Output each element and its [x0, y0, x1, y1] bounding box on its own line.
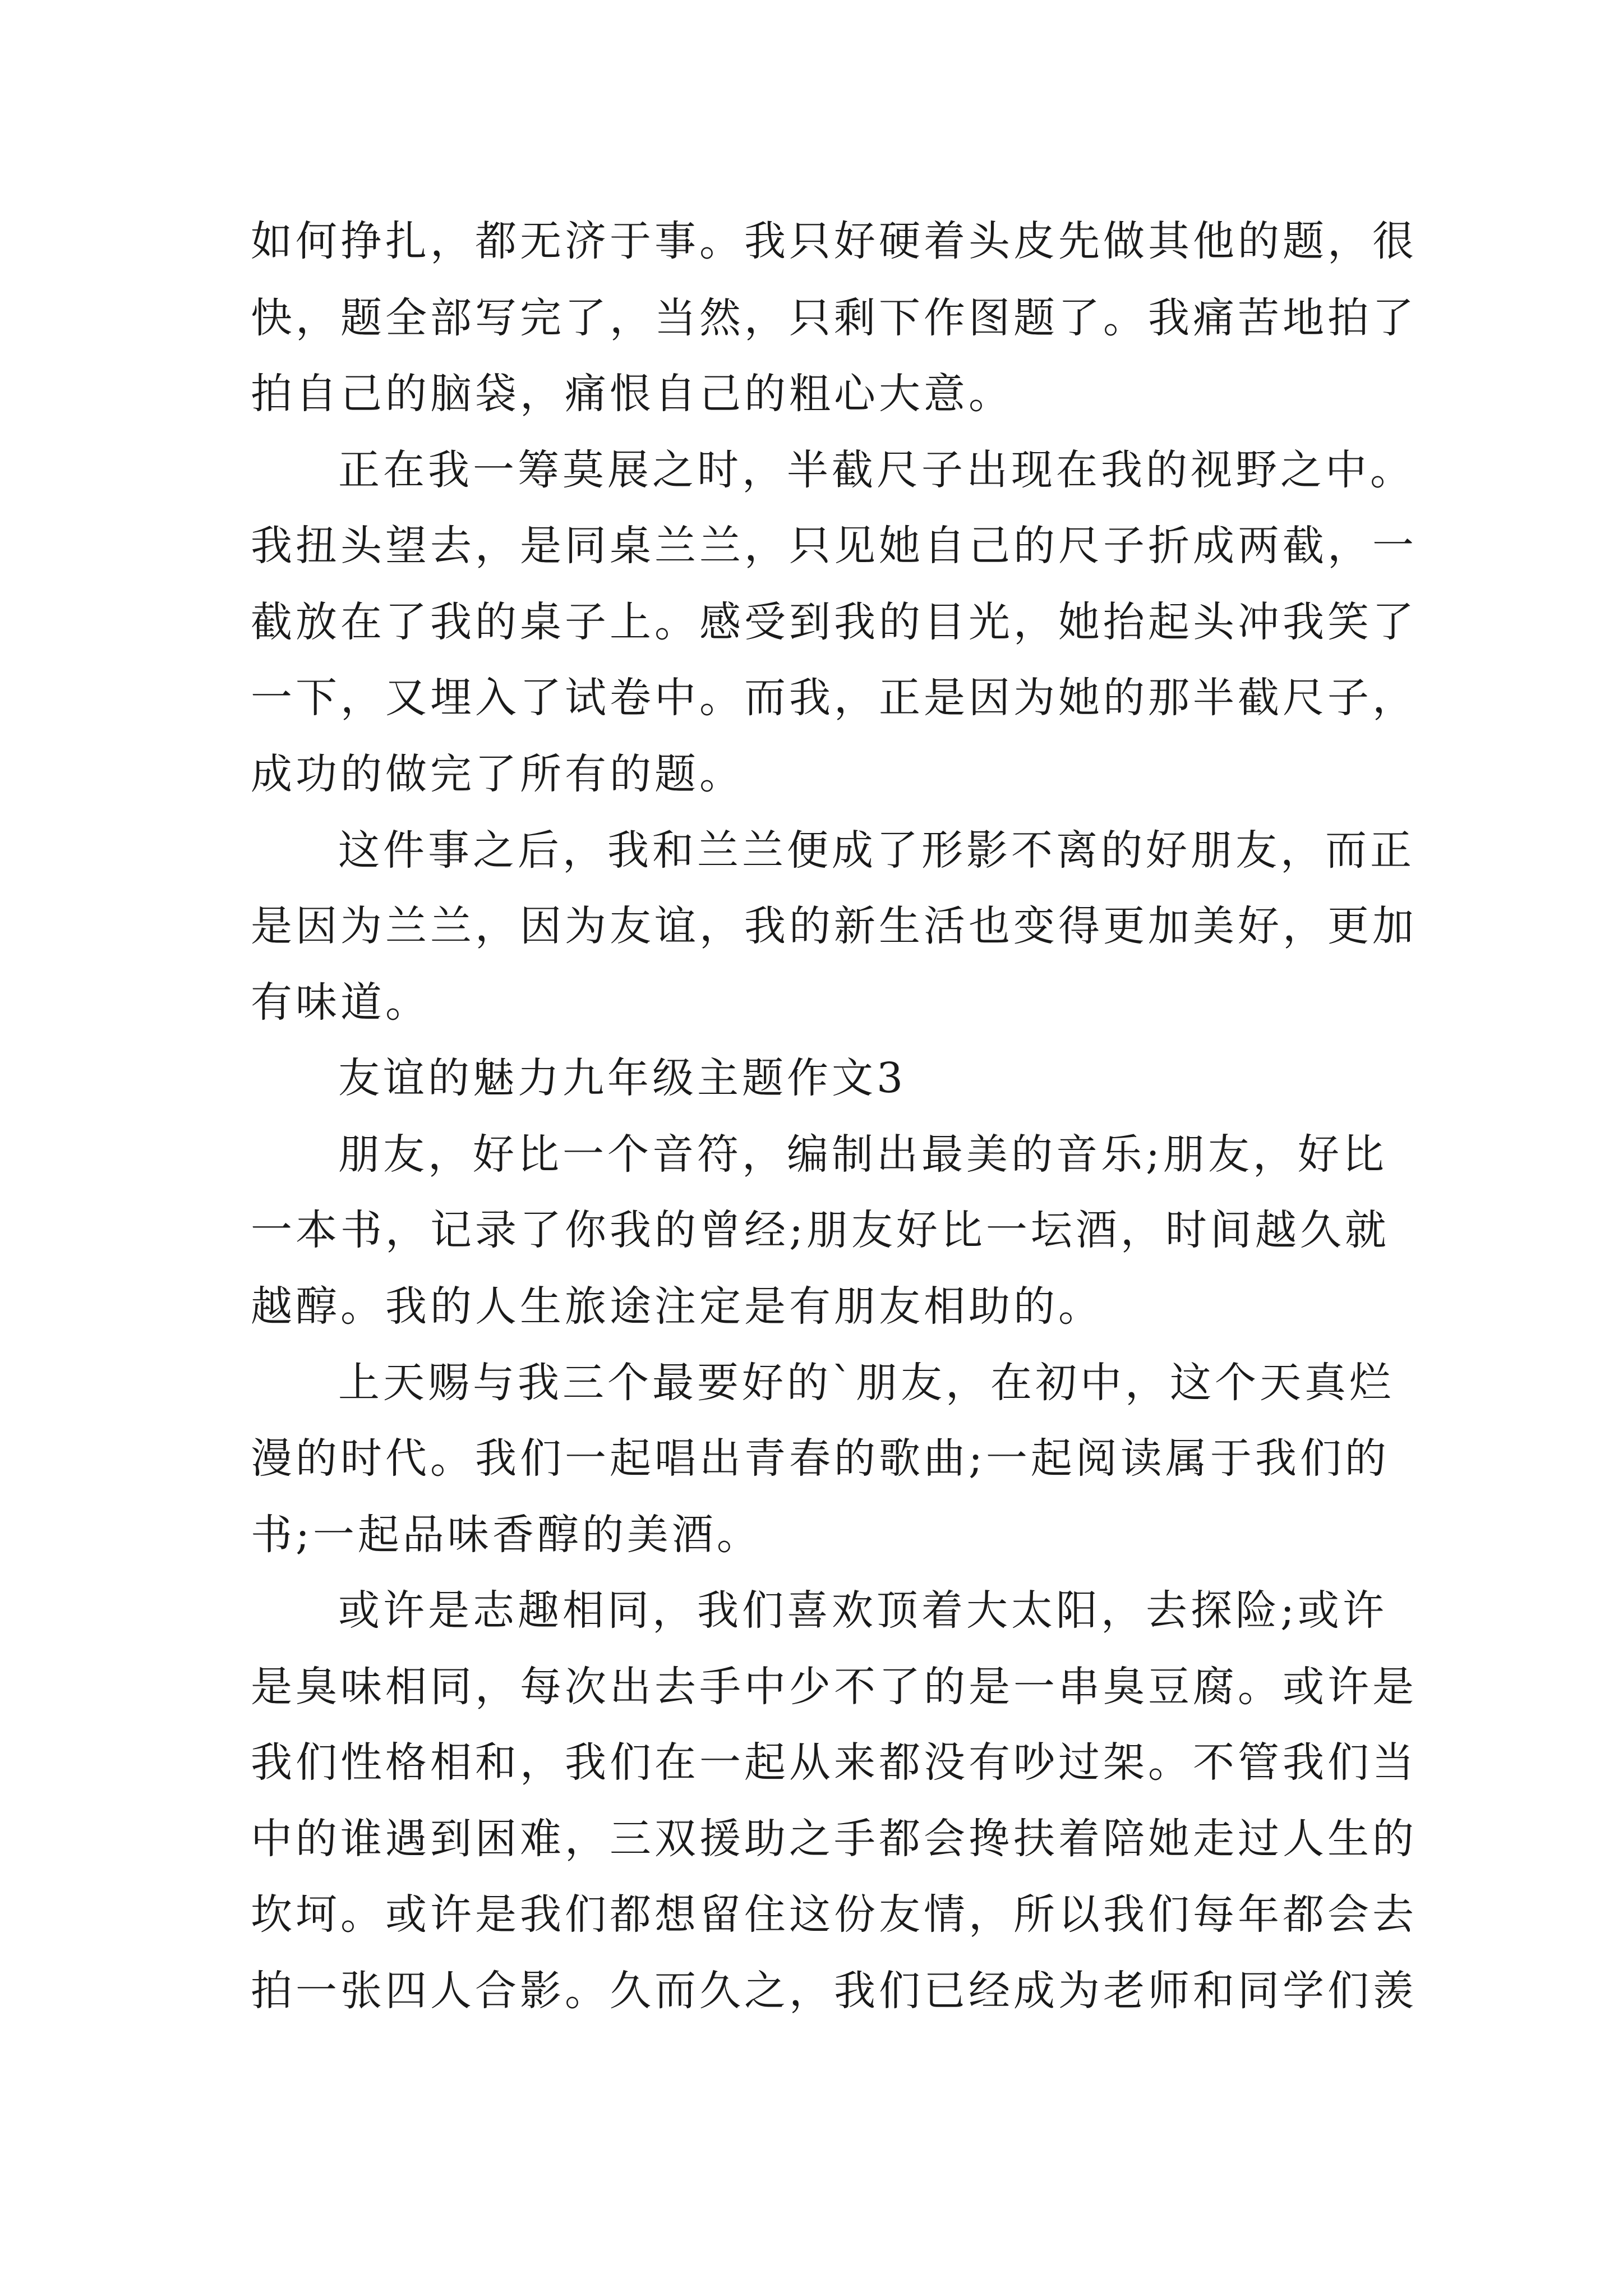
text-line: 一本书，记录了你我的曾经;朋友好比一坛酒，时间越久就: [251, 1206, 1390, 1254]
paragraph-first-line: 上天赐与我三个最要好的`朋友，在初中，这个天真烂: [338, 1359, 1394, 1407]
text-line: 有味道。: [251, 978, 430, 1027]
text-line: 快，题全部写完了，当然，只剩下作图题了。我痛苦地拍了: [251, 294, 1417, 342]
text-line: 越醇。我的人生旅途注定是有朋友相助的。: [251, 1282, 1103, 1331]
text-line: 漫的时代。我们一起唱出青春的歌曲;一起阅读属于我们的: [251, 1434, 1390, 1483]
paragraph-first-line: 或许是志趣相同，我们喜欢顶着大太阳，去探险;或许: [338, 1586, 1387, 1635]
section-heading: 友谊的魅力九年级主题作文3: [338, 1054, 907, 1102]
paragraph-first-line: 正在我一筹莫展之时，半截尺子出现在我的视野之中。: [338, 446, 1415, 494]
text-line: 坎坷。或许是我们都想留住这份友情，所以我们每年都会去: [251, 1890, 1417, 1939]
text-line: 书;一起品味香醇的美酒。: [251, 1511, 762, 1559]
text-line: 我们性格相和，我们在一起从来都没有吵过架。不管我们当: [251, 1738, 1417, 1787]
text-line: 拍一张四人合影。久而久之，我们已经成为老师和同学们羡: [251, 1967, 1417, 2015]
text-line: 是因为兰兰，因为友谊，我的新生活也变得更加美好，更加: [251, 902, 1417, 950]
text-line: 截放在了我的桌子上。感受到我的目光，她抬起头冲我笑了: [251, 598, 1417, 646]
text-line: 我扭头望去，是同桌兰兰，只见她自己的尺子折成两截，一: [251, 522, 1417, 570]
paragraph-first-line: 朋友，好比一个音符，编制出最美的音乐;朋友，好比: [338, 1130, 1387, 1179]
text-line: 如何挣扎，都无济于事。我只好硬着头皮先做其他的题，很: [251, 217, 1417, 265]
text-line: 中的谁遇到困难，三双援助之手都会搀扶着陪她走过人生的: [251, 1815, 1417, 1863]
text-line: 是臭味相同，每次出去手中少不了的是一串臭豆腐。或许是: [251, 1663, 1417, 1711]
text-line: 一下，又埋入了试卷中。而我，正是因为她的那半截尺子，: [251, 674, 1417, 722]
paragraph-first-line: 这件事之后，我和兰兰便成了形影不离的好朋友，而正: [338, 826, 1415, 875]
text-line: 拍自己的脑袋，痛恨自己的粗心大意。: [251, 370, 1013, 418]
text-line: 成功的做完了所有的题。: [251, 750, 744, 798]
